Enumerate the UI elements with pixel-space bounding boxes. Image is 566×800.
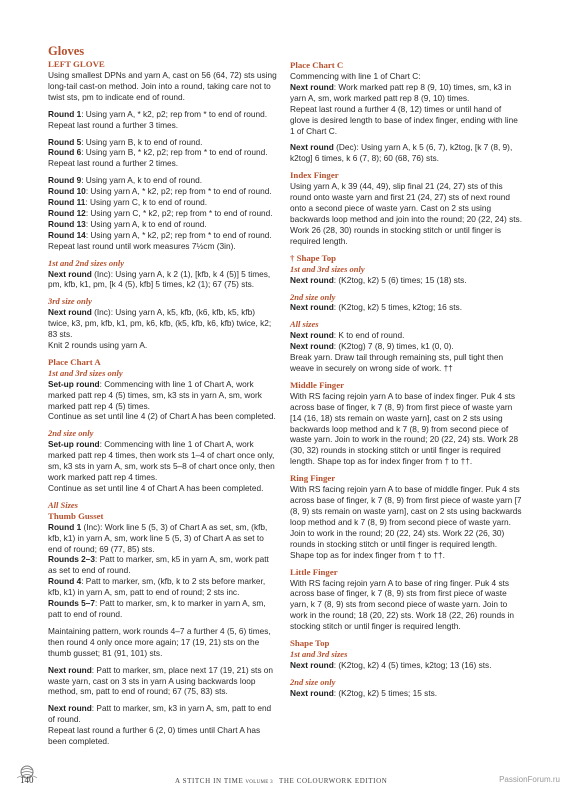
round-text: : Patt to marker, sm, k5 in yarn A, sm, work patt as set to end of round. (48, 554, 269, 576)
chart-c-intro: Commencing with line 1 of Chart C: (290, 71, 421, 81)
round-label: Next round (290, 81, 334, 92)
lf-shape-top-heading: Shape Top (290, 638, 330, 649)
round-text: : (K2tog, k2) 5 times, k2tog; 16 sts. (333, 302, 462, 313)
round-label: Next round (48, 307, 92, 318)
round-text: : Using yarn B, k to end of round. (81, 136, 203, 147)
round-text: : Using yarn B, * k2, p2; rep from * to end of round. (81, 147, 268, 158)
round-text: : Work marked patt rep 8 (9, 10) times, sm, k3 in yarn A, sm, work marked patt rep 8 (9, 10) times. (290, 81, 512, 103)
round-9 (48, 175, 278, 186)
publication-title (175, 776, 387, 789)
round-label: Next round (290, 687, 334, 698)
round-label: Round 9 (48, 175, 82, 186)
break-yarn-text: Break yarn. Draw tail through remaining sts, pull tight then weave in securely on wrong side of work. †† (290, 352, 504, 373)
size-heading: 1st and 3rd sizes (290, 649, 348, 660)
ring-finger-text: With RS facing rejoin yarn A to base of middle finger. Puk 4 sts across base of finger, k 7 (8, 9) from first piece of waste yarn [7 (8, 9) sts remain on waste yarn], cast on 2 sts using backwards loop method and k 7 (8, 9) from second piece of waste yarn. Join to work in the round; 20 (22, 24) sts. Work 22 (26, 30) rounds in stocking stitch or until finger is required length. Shape top as for index finger from † to ††. (290, 484, 522, 560)
tg-round-1 (48, 522, 278, 555)
round-text: (Inc): Using yarn A, k5, kfb, (k6, kfb, k5, kfb) twice, k3, pm, kfb, k1, pm, k6, kfb, (k5, kfb, k6, kfb) twice, k2; 83 sts. (48, 307, 272, 340)
round-label: Round 4 (48, 576, 82, 587)
round-text: (Dec): Using yarn A, k 5 (6, 7), k2tog, [k 7 (8, 9), k2tog] 6 times, k 6 (7, 8); 60 (68, 76) sts. (290, 142, 513, 164)
round-label: Round 13 (48, 218, 86, 229)
repeat-text: Repeat last round a further 4 (8, 12) times or until hand of glove is desired length to base of index finger, ending with line 1 of Chart C. (290, 103, 518, 136)
repeat-text: Repeat last round a further 2 times. (48, 158, 179, 169)
section-title: Gloves (48, 44, 85, 58)
ring-finger-heading: Ring Finger (290, 473, 336, 484)
next-round-waste (48, 665, 278, 698)
round-text: : Patt to marker, sm, place next 17 (19, 21) sts on waste yarn, cast on 3 sts in yarn A using backwards loop method, sm, patt to end of round; 67 (75, 83) sts. (48, 664, 274, 697)
thumb-gusset-heading: Thumb Gusset (48, 510, 104, 521)
st-all-next-2 (290, 341, 522, 352)
round-label: Next round (290, 341, 334, 352)
setup-round-2 (48, 439, 278, 483)
round-text: : Using yarn A, k to end of round. (81, 175, 203, 186)
middle-finger-heading: Middle Finger (290, 379, 344, 390)
round-1 (48, 109, 278, 120)
size-heading: 1st and 2nd sizes only (48, 257, 125, 268)
page-number: 140 (20, 775, 34, 785)
lf-next-round-1 (290, 660, 522, 671)
next-round-inc (48, 269, 278, 291)
index-finger-text: Using yarn A, k 39 (44, 49), slip final 21 (24, 27) sts of this round onto waste yarn and first 21 (24, 27) sts of next round onto a second piece of waste yarn. Cast on 2 sts using backwards loop method and join into the round; 20 (22, 24) sts. Work 26 (28, 30) rounds in stocking stitch or until finger is required length. (290, 181, 522, 246)
round-label: Next round (48, 664, 92, 675)
round-label: Round 6 (48, 147, 82, 158)
round-text: : (K2tog, k2) 4 (5) times, k2tog; 13 (16) sts. (333, 659, 492, 670)
round-label: Round 1 (48, 108, 82, 119)
tg-rounds-5-7 (48, 598, 278, 620)
index-finger-heading: Index Finger (290, 170, 339, 181)
size-heading: All sizes (290, 319, 319, 330)
repeat-text: Repeat last round a further 6 (2, 0) times until Chart A has been completed. (48, 725, 261, 747)
round-label: Round 14 (48, 229, 86, 240)
round-label: Round 5 (48, 136, 82, 147)
round-label: Next round (290, 142, 334, 153)
shape-top-heading (290, 253, 522, 264)
round-14 (48, 230, 278, 241)
round-text: : Using yarn C, * k2, p2; rep from * to end of round. (85, 207, 273, 218)
right-column (290, 60, 522, 699)
round-text: : Using yarn A, k to end of round. (85, 218, 207, 229)
round-text: : Using yarn A, * k2, p2; rep from * to end of round. (85, 229, 272, 240)
st-all-next-1 (290, 330, 522, 341)
round-label: Rounds 5–7 (48, 598, 96, 609)
st-next-round-2 (290, 302, 522, 313)
left-glove-heading: LEFT GLOVE (48, 59, 105, 69)
round-label: Next round (48, 703, 92, 714)
continue-text: Continue as set until line 4 (2) of Chart A has been completed. (48, 411, 276, 422)
size-heading: 2nd size only (48, 428, 94, 439)
round-text: (Inc): Work line 5 (5, 3) of Chart A as set, sm, (kfb, kfb, k1) in yarn A, sm, work line 5 (5, 3) of Chart A as set to end of round; 69 (77, 85) sts. (48, 521, 268, 554)
round-text: : Commencing with line 1 of Chart A, work marked patt rep 4 times, then work sts 1–4 of chart once only, sm, k3 sts in yarn A, sm, work sts 5–8 of chart once only, then work marked patt rep 4 times. (48, 439, 275, 482)
page-footer (0, 772, 566, 788)
knit-2-rounds: Knit 2 rounds using yarn A. (48, 339, 148, 350)
round-label: Next round (290, 274, 334, 285)
place-chart-c-heading: Place Chart C (290, 60, 344, 70)
size-heading: 2nd size only (290, 291, 336, 302)
setup-round-1-3 (48, 379, 278, 412)
edition-label: THE COLOURWORK EDITION (278, 777, 388, 785)
repeat-text: Repeat last round until work measures 7½cm (3in). (48, 240, 236, 251)
chart-c-next-round (290, 82, 522, 104)
round-label: Next round (290, 330, 334, 341)
next-round-inc-3rd (48, 307, 278, 340)
round-text: : K to end of round. (333, 330, 405, 341)
round-5 (48, 137, 278, 148)
st-next-round-1 (290, 275, 522, 286)
round-11 (48, 197, 278, 208)
round-label: Round 12 (48, 207, 86, 218)
left-column (48, 44, 278, 747)
round-label: Set-up round (48, 439, 100, 450)
tg-round-4 (48, 576, 278, 598)
round-text: (Inc): Using yarn A, k 2 (1), [kfb, k 4 (5)] 5 times, pm, kfb, k1, pm, [k 4 (5), kfb] 5 times, k2 (1); 67 (75) sts. (48, 268, 271, 290)
repeat-text: Repeat last round a further 3 times. (48, 119, 179, 130)
middle-finger-text: With RS facing rejoin yarn A to base of index finger. Puk 4 sts across base of finger, k 7 (8, 9) from first piece of waste yarn [14 (16, 18) sts remain on waste yarn], cast on 2 sts using backwards loop method and k 7 (8, 9) from second piece of waste yarn. Join to work in the round; 20 (22, 24) sts. Work 28 (30, 32) rounds in stocking stitch or until finger is required length. Shape top as for index finger from † to ††. (290, 390, 519, 467)
tg-rounds-2-3 (48, 554, 278, 576)
size-heading: 1st and 3rd sizes only (290, 263, 365, 274)
round-text: : Patt to marker, sm, (kfb, k to 2 sts before marker, kfb, k1) in yarn A, sm, patt to end of round; 2 sts inc. (48, 576, 266, 598)
next-round-patt (48, 703, 278, 725)
little-finger-text: With RS facing rejoin yarn A to base of ring finger. Puk 4 sts across base of finger, k 7 (8, 9) sts from first piece of waste yarn, k 7 (8, 9) sts from second piece of waste yarn. Join to work in the round; 18 (20, 22) sts. Work 18 (22, 26) rounds in stocking stitch or until finger is required length. (290, 577, 514, 632)
round-text: : Patt to marker, sm, k3 in yarn A, sm, patt to end of round. (48, 703, 272, 725)
site-watermark: PassionForum.ru (499, 775, 560, 784)
round-text: : Using yarn A, * k2, p2; rep from * to end of round. (81, 108, 268, 119)
little-finger-heading: Little Finger (290, 566, 338, 577)
shape-top-label: Shape Top (296, 252, 336, 263)
round-text: : Patt to marker, sm, k to marker in yarn A, sm, patt to end of round. (48, 598, 266, 619)
place-chart-a-heading: Place Chart A (48, 356, 101, 367)
publication-name: A STITCH IN TIME (175, 777, 244, 785)
round-10 (48, 186, 278, 197)
round-label: Round 1 (48, 521, 82, 532)
round-text: : (K2tog, k2) 5 (6) times; 15 (18) sts. (333, 274, 467, 285)
round-label: Next round (290, 302, 334, 313)
round-13 (48, 219, 278, 230)
round-label: Next round (48, 268, 92, 279)
round-label: Round 11 (48, 197, 86, 208)
round-text: : Using yarn C, k to end of round. (85, 197, 208, 208)
size-heading: All Sizes (48, 499, 78, 510)
round-label: Rounds 2–3 (48, 554, 96, 565)
size-heading: 1st and 3rd sizes only (48, 367, 123, 378)
round-text: : Commencing with line 1 of Chart A, work marked patt rep 4 (5) times, sm, k3 sts in yarn A, sm, work marked patt rep 4 (5) times. (48, 378, 262, 411)
intro-paragraph: Using smallest DPNs and yarn A, cast on 56 (64, 72) sts using long-tail cast-on method. Join into a round, taking care not to twist sts, pm to indicate end of round. (48, 70, 277, 102)
round-text: : (K2tog) 7 (8, 9) times, k1 (0, 0). (333, 341, 454, 352)
round-12 (48, 208, 278, 219)
round-label: Next round (290, 659, 334, 670)
lf-next-round-2 (290, 688, 522, 699)
round-6 (48, 147, 278, 158)
round-text: : (K2tog, k2) 5 times; 15 sts. (333, 687, 438, 698)
size-heading: 3rd size only (48, 296, 92, 307)
maintain-text: Maintaining pattern, work rounds 4–7 a further 4 (5, 6) times, then round 4 only once more again; 17 (19, 21) sts on the thumb gusset; 81 (91, 101) sts. (48, 625, 271, 658)
round-text: : Using yarn A, * k2, p2; rep from * to end of round. (85, 186, 272, 197)
chart-c-dec-round (290, 142, 522, 164)
round-label: Set-up round (48, 378, 100, 389)
dagger-mark: † (290, 252, 295, 263)
volume-label: VOLUME 3 (245, 780, 273, 785)
continue-text: Continue as set until line 4 of Chart A has been completed. (48, 482, 264, 493)
size-heading: 2nd size only (290, 676, 336, 687)
round-label: Round 10 (48, 186, 86, 197)
